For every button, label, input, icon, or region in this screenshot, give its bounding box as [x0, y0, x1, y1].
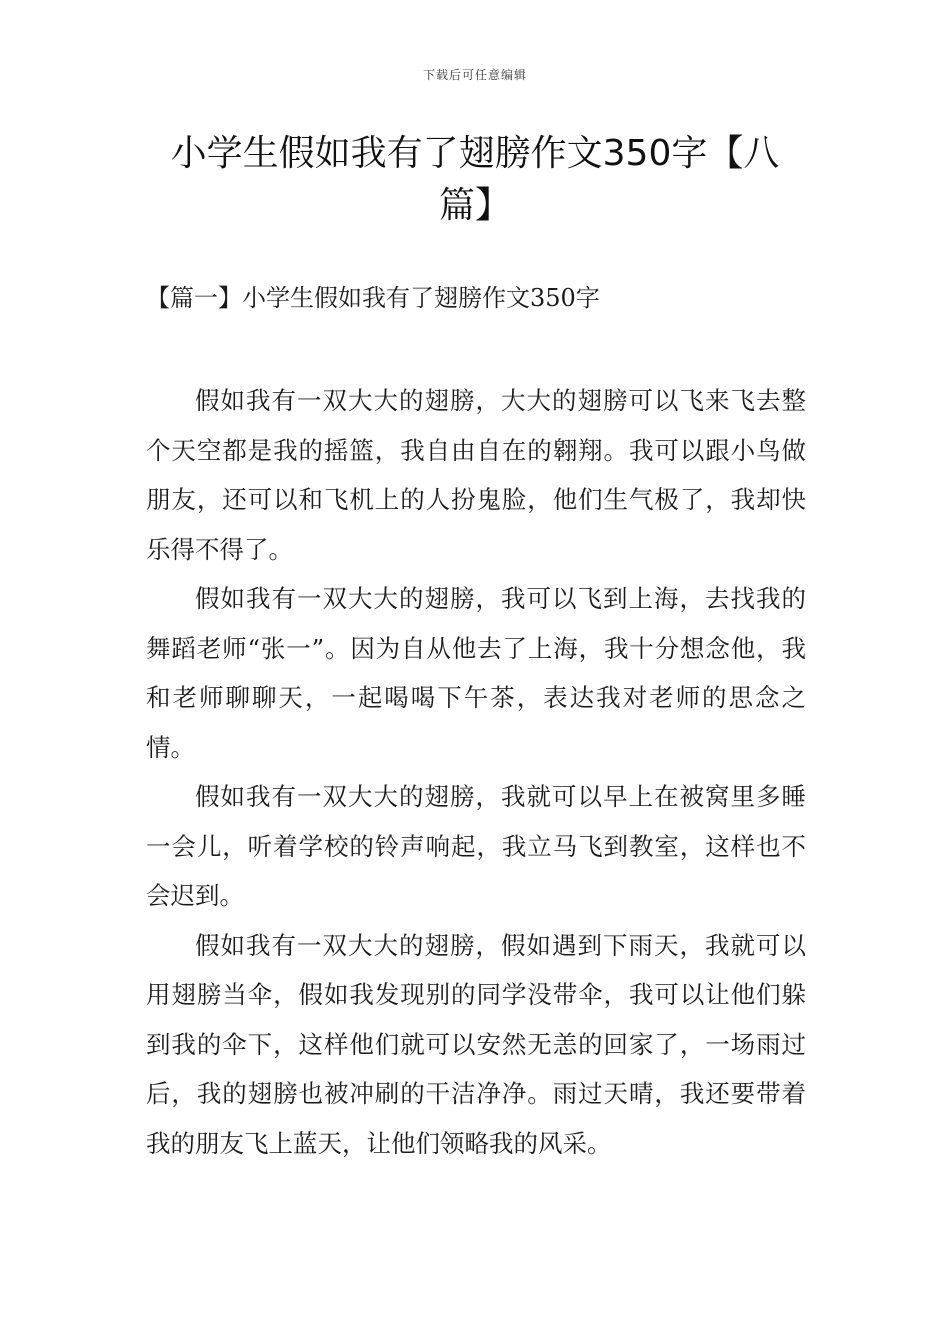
paragraph-4: 假如我有一双大大的翅膀，假如遇到下雨天，我就可以用翅膀当伞，假如我发现别的同学没带伞，我可以让他们躲到我的伞下，这样他们就可以安然无恙的回家了，一场雨过后，我的翅膀也被冲刷的干洁净净。雨过天晴，我还要带着我的朋友飞上蓝天，让他们领略我的风采。: [146, 930, 806, 1158]
paragraph-2: 假如我有一双大大的翅膀，我可以飞到上海，去找我的舞蹈老师“张一”。因为自从他去了上海，我十分想念他，我和老师聊聊天，一起喝喝下午茶，表达我对老师的思念之情。: [146, 584, 806, 762]
essay-body: [146, 376, 806, 1168]
paragraph-1: 假如我有一双大大的翅膀，大大的翅膀可以飞来飞去整个天空都是我的摇篮，我自由自在的翱翔。我可以跟小鸟做朋友，还可以和飞机上的人扮鬼脸，他们生气极了，我却快乐得不得了。: [146, 386, 806, 564]
paragraph-3: 假如我有一双大大的翅膀，我就可以早上在被窝里多睡一会儿，听着学校的铃声响起，我立马飞到教室，这样也不会迟到。: [146, 782, 806, 910]
section-heading: 【篇一】小学生假如我有了翅膀作文350字: [146, 284, 600, 312]
header-note: 下载后可任意编辑: [422, 68, 527, 82]
page-title: 小学生假如我有了翅膀作文350字【八篇】: [170, 133, 780, 226]
